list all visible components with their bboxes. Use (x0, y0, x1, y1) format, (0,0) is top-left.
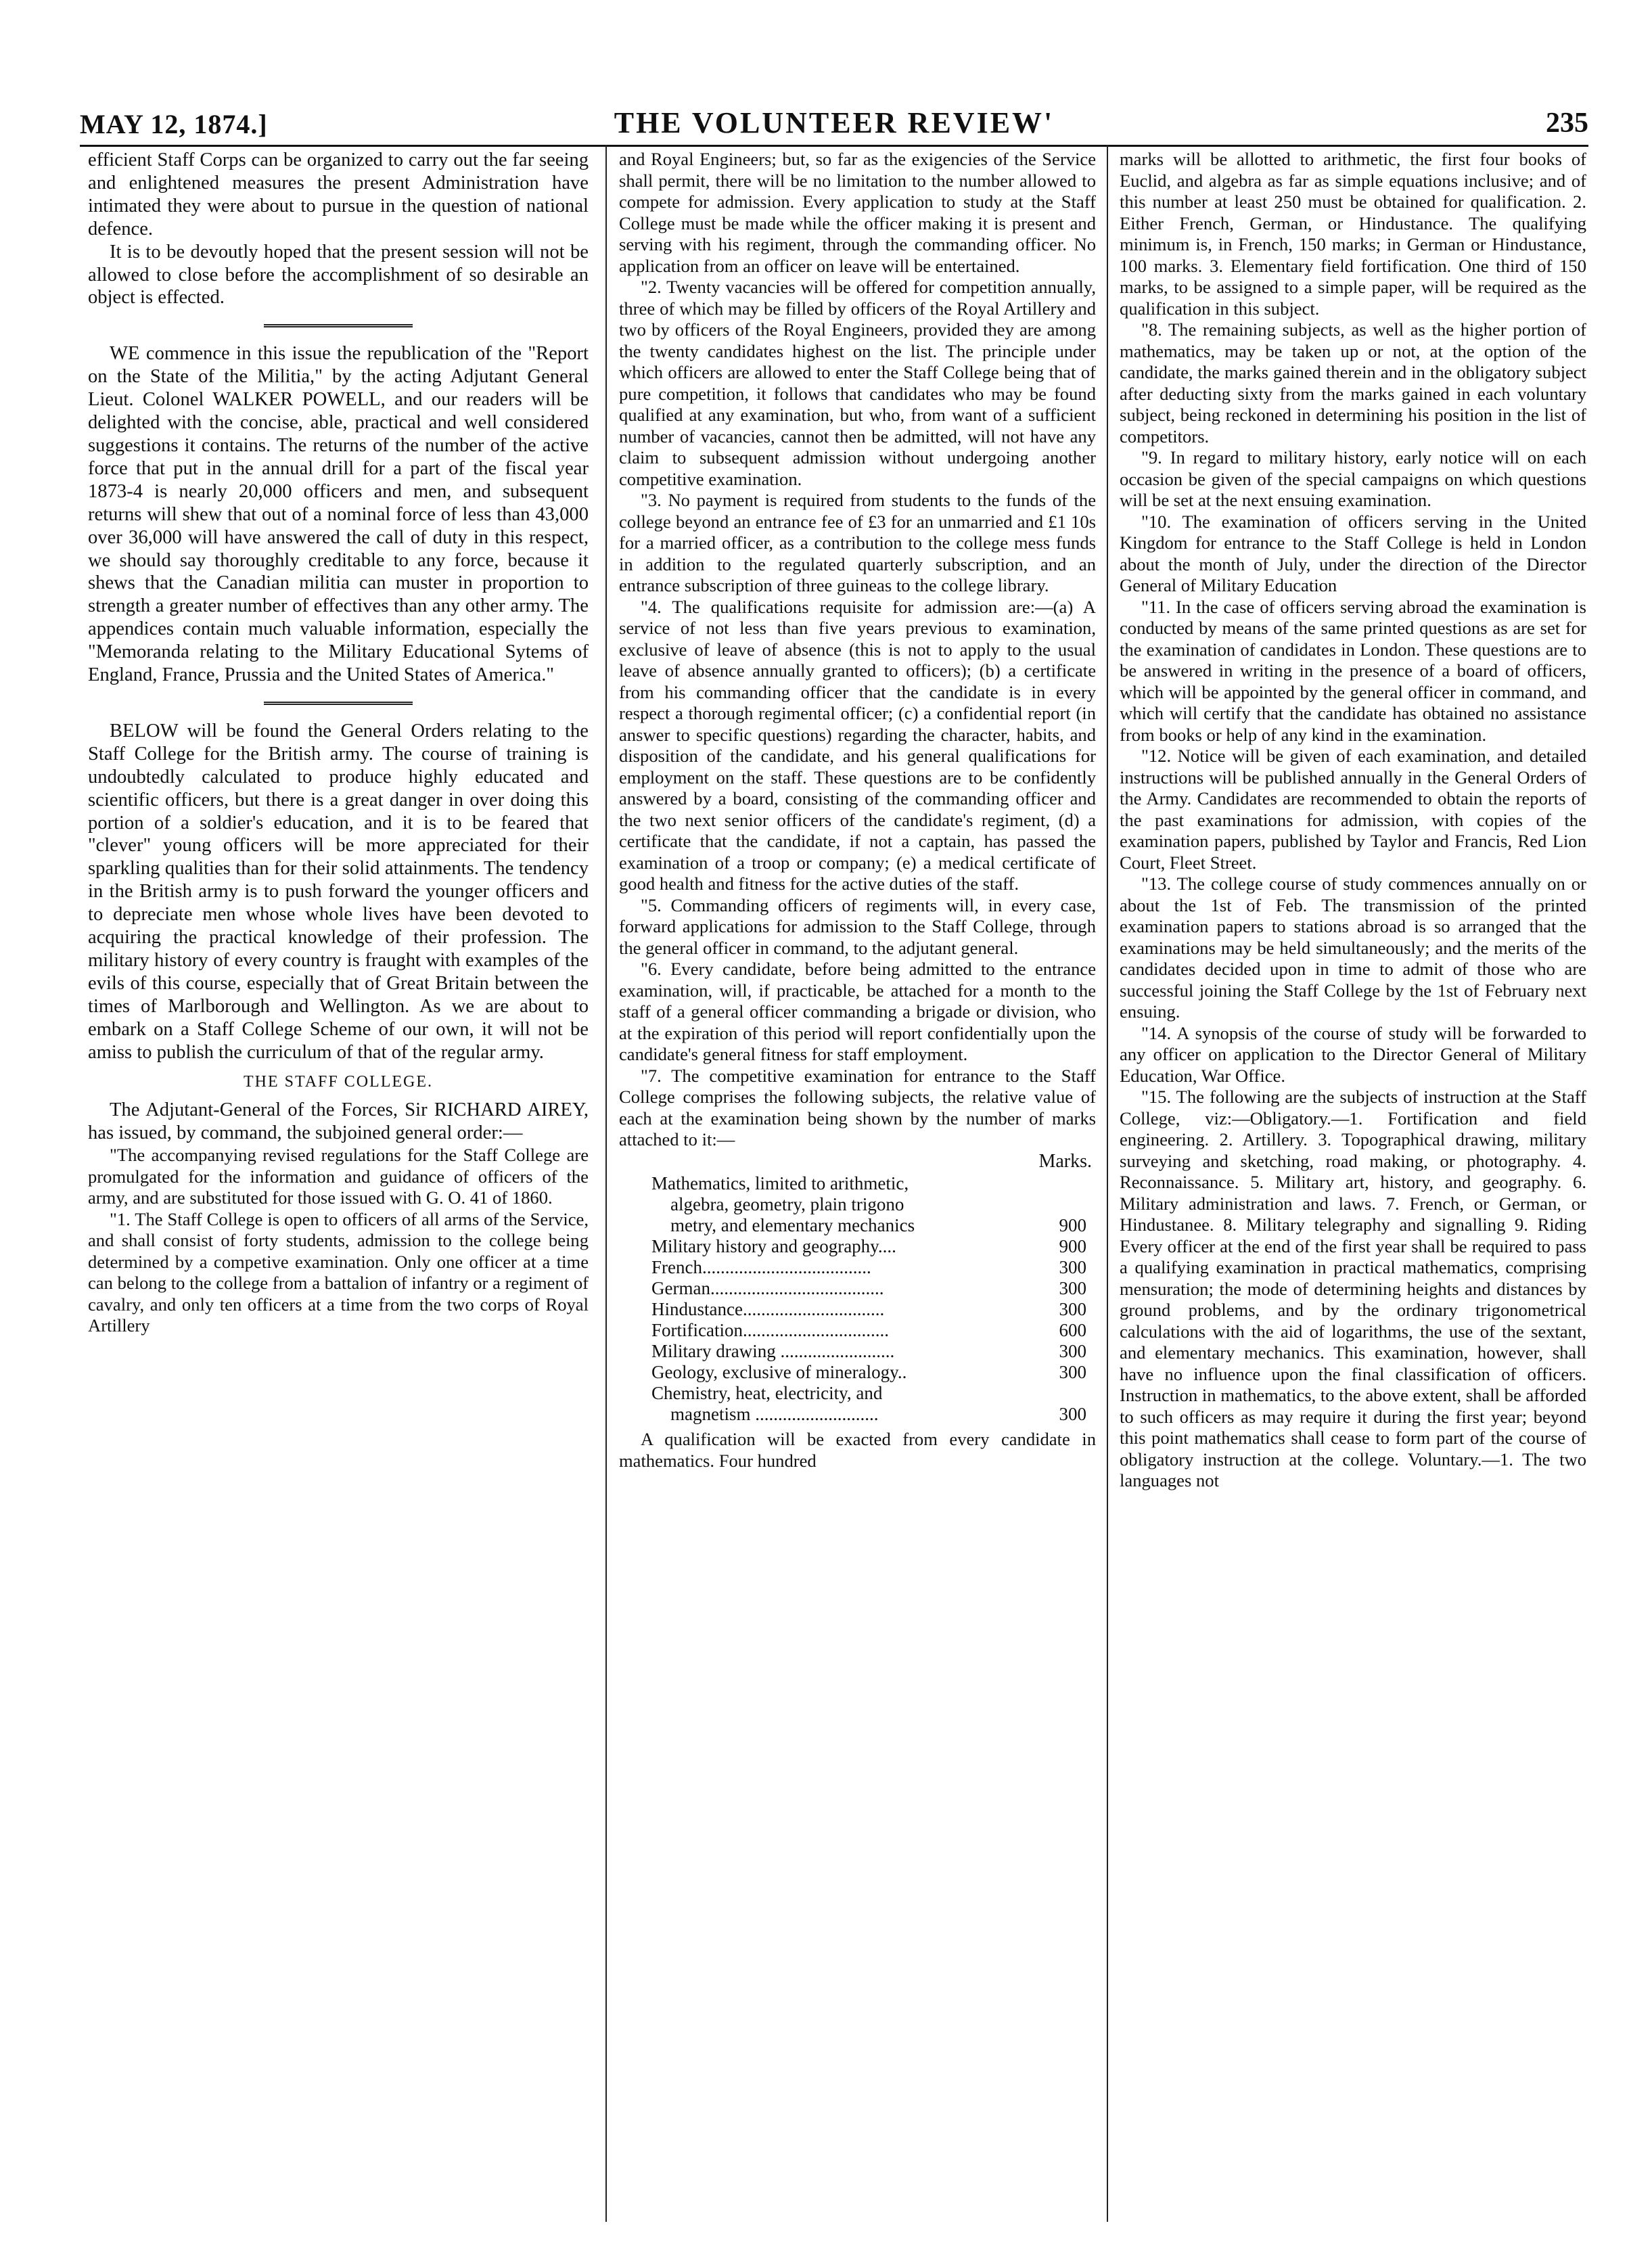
marks-row (619, 1278, 1096, 1299)
paragraph: "1. The Staff College is open to officers of all arms of the Service, and shall consist of forty students, admission to the college being determined by a competive examination. Only one officer at a time can belong to the college from a battalion of infantry or a regiment of cavalry, and only ten officers at a time from the two corps of Royal Artillery (88, 1208, 589, 1336)
marks-value: 300 (1059, 1257, 1086, 1277)
paragraph: WE commence in this issue the republication of the "Report on the State of the Militia," by the acting Adjutant General Lieut. Colonel WALKER POWELL, and our readers will be delighted with the concise, able, practical and well considered suggestions it contains. The returns of the number of the active force that put in the annual drill for a part of the fiscal year 1873-4 is nearly 20,000 officers and men, and subsequent returns will shew that out of a nominal force of less than 43,000 over 36,000 will have answered the call of duty in this respect, we should say thoroughly creditable to any force, because it shews that the Canadian militia can muster in proportion to strength a greater number of effectives than any other army. The appendices contain much valuable information, especially the "Memoranda relating to the Military Educational Sytems of England, France, Prussia and the United States of America." (88, 343, 589, 686)
marks-row (619, 1404, 1096, 1425)
marks-heading: Marks. (1038, 1150, 1092, 1172)
marks-subject: magnetism ........................... (670, 1404, 879, 1424)
section-separator (264, 702, 413, 705)
marks-row (619, 1320, 1096, 1341)
marks-value (1026, 1383, 1096, 1404)
marks-value (1026, 1173, 1096, 1194)
paragraph: The Adjutant-General of the Forces, Sir RICHARD AIREY, has issued, by command, the subjoined general order:— (88, 1099, 589, 1144)
marks-row (619, 1383, 1096, 1404)
paragraph: "14. A synopsis of the course of study will be forwarded to any officer on application to the Director General of Military Education, War Office. (1120, 1022, 1586, 1086)
marks-row (619, 1194, 1096, 1215)
marks-subject: algebra, geometry, plain trigono (670, 1194, 904, 1214)
section-separator (264, 324, 413, 327)
marks-subject: Chemistry, heat, electricity, and (651, 1383, 883, 1403)
paragraph: A qualification will be exacted from every candidate in mathematics. Four hundred (619, 1429, 1096, 1471)
marks-row (619, 1299, 1096, 1320)
marks-subject: Mathematics, limited to arithmetic, (651, 1173, 909, 1193)
column-divider (1107, 145, 1108, 2222)
paragraph: "11. In the case of officers serving abroad the examination is conducted by means of the same printed questions as are set for the examination of candidates in London. These questions are to be answered in writing in the presence of a board of officers, which will be appointed by the general officer in command, and which will certify that the candidate has obtained no assistance from books or help of any kind in the examination. (1120, 596, 1586, 745)
paragraph: "6. Every candidate, before being admitted to the entrance examination, will, if practicable, be attached for a month to the staff of a general officer commanding a brigade or division, who at the expiration of this period will report confidentially upon the candidate's general fitness for staff employment. (619, 959, 1096, 1064)
page-header (80, 101, 1588, 145)
paragraph: "4. The qualifications requisite for admission are:—(a) A service of not less than five years previous to examination, exclusive of leave of absence (this is not to apply to the usual leave of absence annually granted to officers); (b) a certificate from his commanding officer that the candidate is in every respect a thorough regimental officer; (c) a confidential report (in answer to specific questions) regarding the character, habits, and disposition of the candidate, and his general qualifications for employment on the staff. These questions are to be confidently answered by a board, consisting of the commanding officer and the two next senior officers of the candidate's regiment, (d) a certificate that the candidate, if not a captain, has passed the examination of a troop or company; (e) a medical certificate of good health and fitness for the active duties of the staff. (619, 596, 1096, 894)
marks-subject: Military drawing ......................... (651, 1341, 895, 1361)
marks-value: 300 (1059, 1362, 1086, 1382)
marks-subject: Hindustance............................... (651, 1299, 885, 1319)
marks-row (619, 1173, 1096, 1194)
marks-value: 600 (1059, 1320, 1086, 1340)
column-2 (619, 149, 1096, 2219)
issue-date: MAY 12, 1874.] (80, 109, 268, 139)
marks-subject: Geology, exclusive of mineralogy.. (651, 1362, 907, 1382)
paragraph: "15. The following are the subjects of instruction at the Staff College, viz:—Obligatory.—1. Fortification and field engineering. 2. Artillery. 3. Topographical drawing, military surveying and sketching, road making, or photography. 4. Reconnaissance. 5. Military art, history, and geography. 6. Military administration and laws. 7. French, or German, or Hindustanee. 8. Military telegraphy and signalling 9. Riding Every officer at the end of the first year shall be required to pass a qualifying examination in practical mathematics, comprising mensuration; the mode of determining heights and distances by ground problems, and by the ordinary trigonometrical calculations with the aid of logarithms, the use of the sextant, and elementary mechanics. This examination, however, shall have no influence upon the final classification of officers. Instruction in mathematics, to the above extent, shall be afforded to such officers as may require it during the first year; beyond this point mathematics shall cease to form part of the course of obligatory instruction at the college. Voluntary.—1. The two languages not (1120, 1087, 1586, 1490)
marks-row (619, 1257, 1096, 1278)
paragraph: "13. The college course of study commences annually on or about the 1st of Feb. The transmission of the printed examination papers to stations abroad is so arranged that the examinations may be held simultaneously; and the merits of the candidates decided upon in time to admit of those who are successful joining the Staff College by the 1st of February next ensuing. (1120, 873, 1586, 1022)
marks-value: 300 (1059, 1341, 1086, 1361)
marks-row (619, 1341, 1096, 1362)
paragraph: It is to be devoutly hoped that the present session will not be allowed to close before the accomplishment of so desirable an object is effected. (88, 241, 589, 309)
marks-value: 900 (1059, 1236, 1086, 1256)
header-rule (80, 145, 1588, 147)
paragraph: "8. The remaining subjects, as well as the higher portion of mathematics, may be taken up or not, at the option of the candidate, the marks gained therein and in the obligatory subject after deducting sixty from the marks gained in each voluntary subject, being reckoned in determining his position in the list of competitors. (1120, 319, 1586, 447)
column-1 (88, 149, 589, 2219)
paragraph: "2. Twenty vacancies will be offered for competition annually, three of which may be filled by officers of the Royal Artillery and two by officers of the Royal Engineers, provided they are among the twenty candidates highest on the list. The principle under which officers are allowed to enter the Staff College being that of pure competition, it follows that candidates who may be found qualified at any examination, but who, from want of a sufficient number of vacancies, cannot then be admitted, will not have any claim to subsequent admission without undergoing another competitive examination. (619, 277, 1096, 489)
marks-value: 900 (1059, 1215, 1086, 1235)
marks-value: 300 (1059, 1299, 1086, 1319)
column-3 (1120, 149, 1586, 2219)
marks-subject: Military history and geography.... (651, 1236, 896, 1256)
section-heading: THE STAFF COLLEGE. (243, 1072, 434, 1091)
paragraph: "5. Commanding officers of regiments will, in every case, forward applications for admission to the Staff College, through the general officer in command, to the adjutant general. (619, 894, 1096, 958)
paragraph: "3. No payment is required from students to the funds of the college beyond an entrance fee of £3 for an unmarried and £1 10s for a married officer, as a contribution to the college mess funds in addition to the regulated quarterly subscription, and an entrance subscription of three guineas to the college library. (619, 490, 1096, 595)
paragraph: and Royal Engineers; but, so far as the exigencies of the Service shall permit, there will be no limitation to the number allowed to compete for admission. Every application to study at the Staff College must be made while the officer making it is present and serving with his regiment, through the commanding officer. No application from an officer on leave will be entertained. (619, 149, 1096, 276)
column-divider (605, 145, 607, 2222)
paragraph: "7. The competitive examination for entrance to the Staff College comprises the following subjects, the relative value of each at the examination being shown by the number of marks attached to it:— (619, 1065, 1096, 1149)
marks-value: 300 (1059, 1278, 1086, 1298)
page-number: 235 (1546, 108, 1588, 139)
paragraph: BELOW will be found the General Orders relating to the Staff College for the British army. The course of training is undoubtedly calculated to produce highly educated and scientific officers, but there is a great danger in over doing this portion of a soldier's education, and it is to be feared that "clever" young officers will be more appreciated for their sparkling qualities than for their solid attainments. The tendency in the British army is to push forward the younger officers and to depreciate men whose whole lives have been devoted to acquiring the practical knowledge of their profession. The military history of every country is fraught with examples of the evils of this course, especially that of Great Britain between the times of Marlborough and Wellington. As we are about to embark on a Staff College Scheme of our own, it will not be amiss to publish the curriculum of that of the regular army. (88, 720, 589, 1063)
marks-table (619, 1173, 1096, 1425)
marks-row (619, 1362, 1096, 1383)
paragraph: marks will be allotted to arithmetic, the first four books of Euclid, and algebra as far as simple equations inclusive; and of this number at least 250 must be obtained for qualification. 2. Either French, German, or Hindustance. The qualifying minimum is, in French, 150 marks; in German or Hindustance, 100 marks. 3. Elementary field fortification. One third of 150 marks, to be assigned to a simple paper, will be required as the qualification in this subject. (1120, 149, 1586, 319)
marks-subject: French..................................... (651, 1257, 871, 1277)
marks-row (619, 1215, 1096, 1236)
paragraph: efficient Staff Corps can be organized to carry out the far seeing and enlightened measures the present Administration have intimated they were about to pursue in the question of national defence. (88, 150, 589, 240)
marks-subject: Fortification................................ (651, 1320, 889, 1340)
paragraph: "The accompanying revised regulations for the Staff College are promulgated for the information and guidance of officers of the army, and are substituted for those issued with G. O. 41 of 1860. (88, 1145, 589, 1208)
marks-value: 300 (1059, 1404, 1086, 1424)
publication-title: THE VOLUNTEER REVIEW' (614, 106, 1055, 139)
marks-value (1026, 1194, 1096, 1215)
marks-row (619, 1236, 1096, 1257)
paragraph: "10. The examination of officers serving in the United Kingdom for entrance to the Staff College is held in London about the month of July, under the direction of the Director General of Military Education (1120, 511, 1586, 595)
marks-subject: metry, and elementary mechanics (670, 1215, 915, 1235)
marks-subject: German...................................... (651, 1278, 884, 1298)
paragraph: "12. Notice will be given of each examination, and detailed instructions will be published annually in the General Orders of the Army. Candidates are recommended to obtain the reports of the past examinations for admission, with copies of the examination papers, published by Taylor and Francis, Red Lion Court, Fleet Street. (1120, 746, 1586, 873)
paragraph: "9. In regard to military history, early notice will on each occasion be given of the special campaigns on which questions will be set at the next ensuing examination. (1120, 447, 1586, 510)
